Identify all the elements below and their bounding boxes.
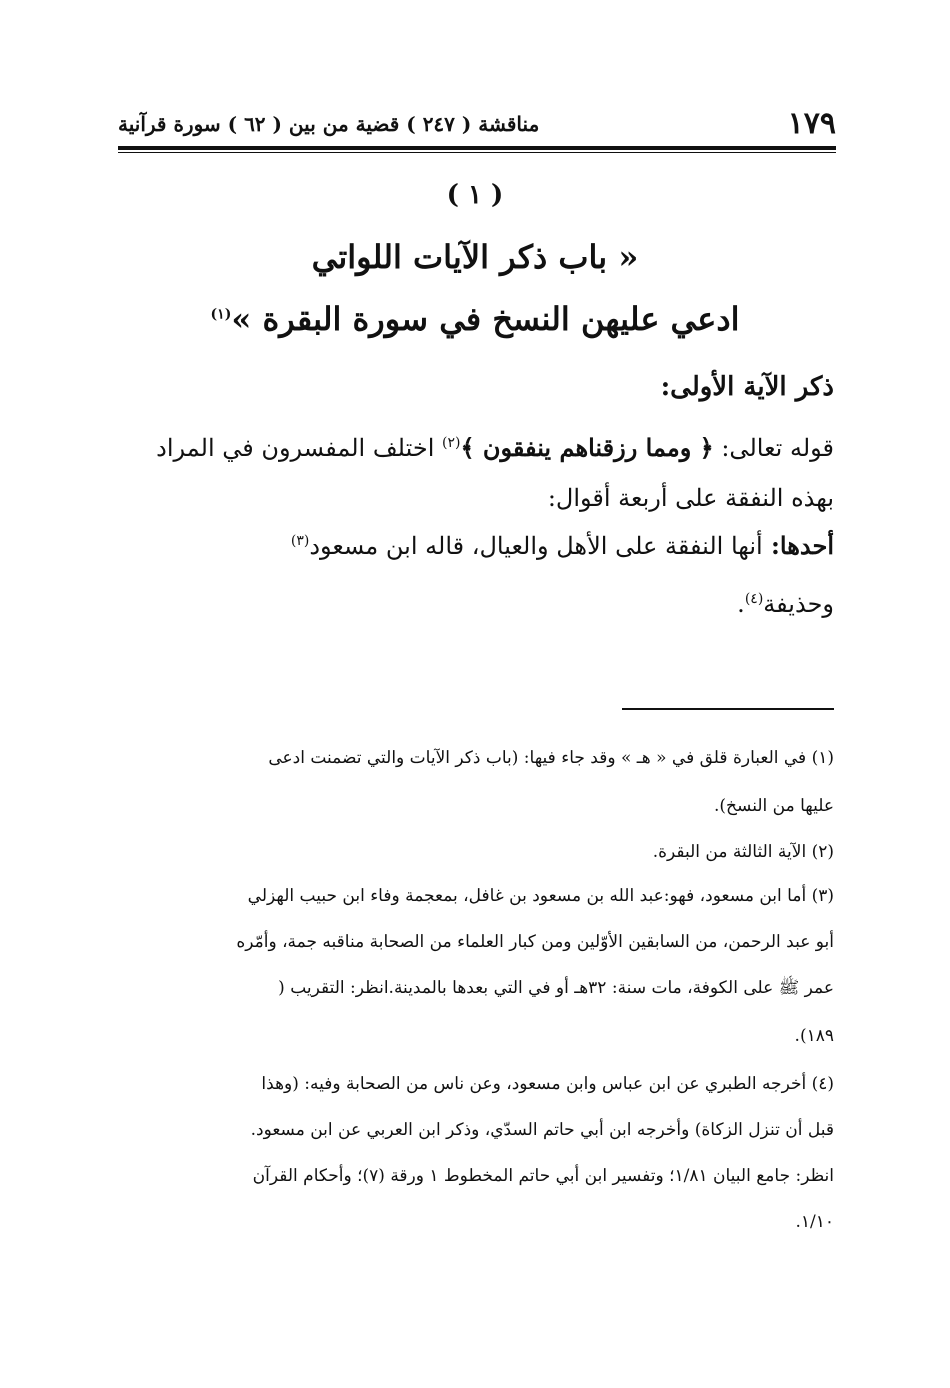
footnote-2: (٢) الآية الثالثة من البقرة. bbox=[652, 842, 834, 862]
header-rule-thin bbox=[118, 152, 836, 153]
section-heading: ذكر الآية الأولى: bbox=[660, 372, 834, 402]
footnote-4-line-1: (٤) أخرجه الطبري عن ابن عباس وابن مسعود، وعن ناس من الصحابة وفيه: (وهذا bbox=[261, 1074, 834, 1094]
chapter-number: ( ١ ) bbox=[446, 180, 504, 210]
footnote-3-line-1: (٣) أما ابن مسعود، فهو:عبد الله بن مسعود بن غافل، بمعجمة وفاء ابن حبيب الهزلي bbox=[247, 886, 834, 906]
body-line-3-rest: أنها النفقة على الأهل والعيال، قاله ابن مسعود bbox=[309, 532, 763, 560]
body-line-1-rest: اختلف المفسرون في المراد bbox=[156, 434, 442, 462]
chapter-title-line-2 bbox=[0, 300, 950, 338]
running-title: مناقشة ( ٢٤٧ ) قضية من بين ( ٦٢ ) سورة قرآنية bbox=[118, 112, 540, 136]
footnote-separator bbox=[622, 708, 834, 710]
footnote-3-line-4: ١٨٩). bbox=[794, 1026, 834, 1046]
footnote-4-line-3: انظر: جامع البيان ١/٨١؛ وتفسير ابن أبي حاتم المخطوط ١ ورقة (٧)؛ وأحكام القرآن bbox=[252, 1166, 834, 1186]
footnote-3-line-2: أبو عبد الرحمن، من السابقين الأوّلين ومن كبار العلماء من الصحابة مناقبه جمة، وأمّره bbox=[236, 932, 834, 952]
footnote-ref-4: (٤) bbox=[744, 591, 764, 607]
body-line-2: بهذه النفقة على أربعة أقوال: bbox=[547, 484, 834, 512]
footnote-3-line-3: عمر ﷺ على الكوفة، مات سنة: ٣٢هـ أو في التي بعدها بالمدينة.انظر: التقريب ( bbox=[278, 978, 834, 998]
footnote-ref-1: (١) bbox=[210, 306, 232, 323]
first-opinion-label: أحدها: bbox=[762, 531, 834, 560]
body-line-3 bbox=[120, 526, 834, 566]
footnote-4-line-2: قبل أن تنزل الزكاة) وأخرجه ابن أبي حاتم السدّي، وذكر ابن العربي عن ابن مسعود. bbox=[250, 1120, 834, 1140]
header-rule bbox=[118, 146, 836, 150]
footnote-4-line-4: ١/١٠. bbox=[795, 1212, 834, 1232]
chapter-title-text: ادعي عليهن النسخ في سورة البقرة » bbox=[231, 300, 740, 338]
chapter-title-line-1: « باب ذكر الآيات اللواتي bbox=[311, 238, 639, 276]
footnote-ref-2: (٢) bbox=[442, 435, 461, 451]
body-line-4-end: . bbox=[737, 590, 745, 618]
body-line-1 bbox=[120, 428, 834, 468]
footnote-1-line-2: عليها من النسخ). bbox=[714, 796, 834, 816]
body-line-1-lead: قوله تعالى: bbox=[713, 434, 834, 462]
running-header bbox=[118, 104, 836, 144]
body-line-4-text: وحذيفة bbox=[763, 590, 834, 618]
footnote-1-line-1: (١) في العبارة قلق في « هـ » وقد جاء فيها: (باب ذكر الآيات والتي تضمنت ادعى bbox=[268, 748, 834, 768]
page-number: ١٧٩ bbox=[787, 106, 836, 141]
quran-verse: ﴿ ومما رزقناهم ينفقون ﴾ bbox=[460, 433, 714, 462]
footnote-ref-3: (٣) bbox=[290, 533, 310, 549]
body-line-4 bbox=[120, 584, 834, 624]
